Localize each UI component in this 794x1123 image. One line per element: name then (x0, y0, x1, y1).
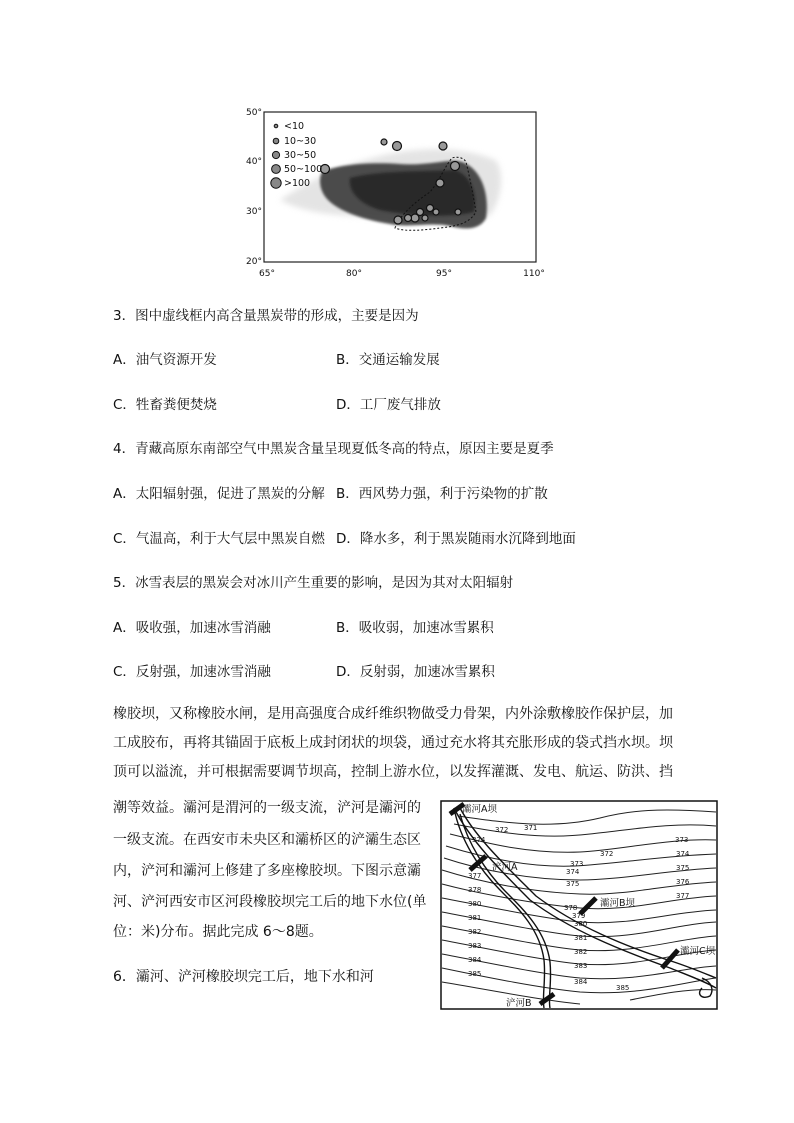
contour-label-381b: 381 (574, 934, 588, 942)
legend-label-2: 10~30 (284, 136, 317, 147)
contour-label-385b: 385 (616, 984, 630, 992)
question-5-option-a: A．吸收强，加速冰雪消融 (113, 620, 271, 636)
lat-label-30: 30° (246, 207, 262, 217)
passage-line-7: 河、浐河西安市区河段橡胶坝完工后的地下水位(单 (113, 894, 427, 910)
dam-label-chanhe-a: 浐河A (492, 862, 518, 873)
contour-label-384: 384 (468, 956, 482, 964)
passage-line-6: 内，浐河和灞河上修建了多座橡胶坝。下图示意灞 (113, 863, 421, 879)
question-4-option-d: D．降水多，利于黑炭随雨水沉降到地面 (336, 531, 576, 547)
dam-label-chanhe-b: 浐河B (506, 998, 532, 1009)
lat-label-20: 20° (246, 257, 262, 267)
contour-label-378: 378 (468, 886, 482, 894)
contour-label-373r: 373 (675, 836, 689, 844)
contour-label-374a: 374 (472, 836, 486, 844)
contour-label-372a: 372 (495, 826, 509, 834)
contour-label-374r: 374 (676, 850, 690, 858)
contour-label-383b: 383 (574, 962, 588, 970)
lon-label-95: 95° (436, 269, 452, 279)
contour-label-383: 383 (468, 942, 482, 950)
contour-label-378b: 378 (564, 904, 578, 912)
question-3-stem: 3．图中虚线框内高含量黑炭带的形成，主要是因为 (113, 308, 419, 324)
question-3-option-b: B．交通运输发展 (336, 352, 440, 368)
contour-label-380b: 380 (574, 920, 588, 928)
contour-label-377: 377 (468, 872, 482, 880)
question-4-option-c: C．气温高，利于大气层中黑炭自燃 (113, 531, 325, 547)
lon-label-80: 80° (346, 269, 362, 279)
dam-label-bahe-a: 灞河A坝 (462, 804, 497, 815)
contour-label-372b: 372 (600, 850, 614, 858)
dam-label-bahe-b: 灞河B坝 (600, 898, 636, 909)
contour-label-382: 382 (468, 928, 482, 936)
contour-label-384b: 384 (574, 978, 588, 986)
contour-label-371: 371 (524, 824, 538, 832)
legend-label-5: >100 (284, 178, 311, 189)
question-5-option-c: C．反射强，加速冰雪消融 (113, 664, 271, 680)
legend-label-1: <10 (284, 121, 305, 132)
passage-line-4: 潮等效益。灞河是渭河的一级支流，浐河是灞河的 (113, 800, 421, 816)
groundwater-contour-map (440, 800, 720, 1012)
question-4-stem: 4．青藏高原东南部空气中黑炭含量呈现夏低冬高的特点，原因主要是夏季 (113, 441, 554, 457)
contour-label-382b: 382 (574, 948, 588, 956)
passage-line-8: 位：米)分布。据此完成 6～8题。 (113, 924, 323, 940)
contour-label-375r: 375 (676, 864, 690, 872)
question-4-option-a: A．太阳辐射强，促进了黑炭的分解 (113, 486, 325, 502)
contour-label-375: 375 (566, 880, 580, 888)
legend-label-4: 50~100 (284, 164, 323, 175)
contour-label-379: 379 (572, 912, 586, 920)
question-3-option-d: D．工厂废气排放 (336, 397, 441, 413)
question-3-option-a: A．油气资源开发 (113, 352, 217, 368)
question-5-option-d: D．反射弱，加速冰雪累积 (336, 664, 495, 680)
lon-label-65: 65° (259, 269, 275, 279)
passage-line-3: 顶可以溢流，并可根据需要调节坝高，控制上游水位，以发挥灌溉、发电、航运、防洪、挡 (113, 764, 673, 780)
contour-label-377r: 377 (676, 892, 690, 900)
lat-label-40: 40° (246, 157, 262, 167)
question-5-stem: 5．冰雪表层的黑炭会对冰川产生重要的影响，是因为其对太阳辐射 (113, 575, 514, 591)
question-3-option-c: C．牲畜粪便焚烧 (113, 397, 217, 413)
dam-label-bahe-c: 灞河C坝 (680, 946, 716, 957)
passage-line-5: 一级支流。在西安市未央区和灞桥区的浐灞生态区 (113, 832, 421, 848)
passage-line-2: 工成胶布，再将其锚固于底板上成封闭状的坝袋，通过充水将其充胀形成的袋式挡水坝。坝 (113, 735, 673, 751)
contour-label-380: 380 (468, 900, 482, 908)
contour-label-374: 374 (566, 868, 580, 876)
lat-label-50: 50° (246, 108, 262, 118)
contour-label-376r: 376 (676, 878, 690, 886)
legend-label-3: 30~50 (284, 150, 317, 161)
question-5-option-b: B．吸收弱，加速冰雪累积 (336, 620, 494, 636)
lon-label-110: 110° (523, 269, 545, 279)
contour-label-373: 373 (570, 860, 584, 868)
contour-label-381: 381 (468, 914, 482, 922)
black-carbon-map (240, 100, 560, 280)
question-4-option-b: B．西风势力强，利于污染物的扩散 (336, 486, 548, 502)
contour-label-385: 385 (468, 970, 482, 978)
question-6-stem: 6．灞河、浐河橡胶坝完工后，地下水和河 (113, 969, 374, 985)
passage-line-1: 橡胶坝，又称橡胶水闸，是用高强度合成纤维织物做受力骨架，内外涂敷橡胶作保护层，加 (113, 706, 673, 722)
